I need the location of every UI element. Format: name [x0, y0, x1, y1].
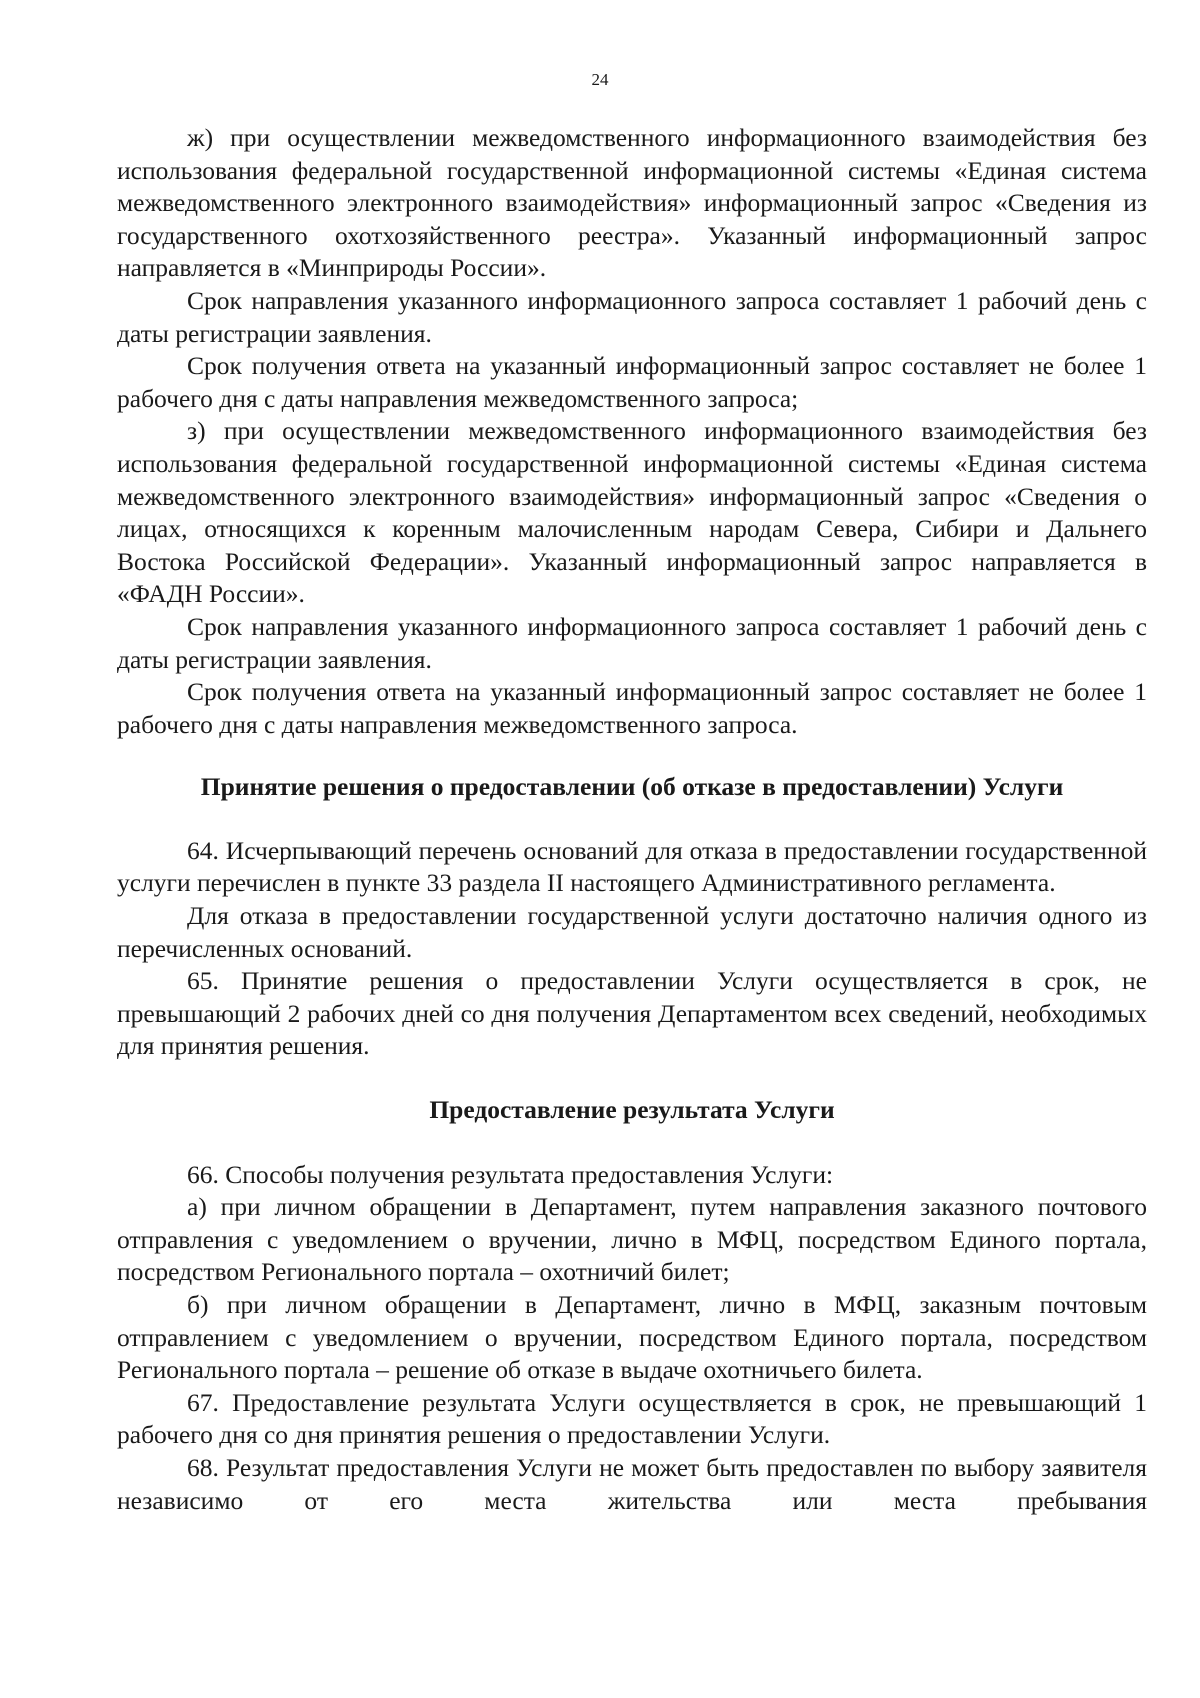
paragraph-response-term-2: Срок получения ответа на указанный информационный запрос составляет не более 1 рабочего дня с даты направления межведомственного запроса.	[117, 677, 1147, 739]
paragraph-request-send-term-2: Срок направления указанного информационного запроса составляет 1 рабочий день с даты регистрации заявления.	[117, 611, 1147, 674]
page-number: 24	[591, 70, 609, 89]
paragraph-request-send-term: Срок направления указанного информационного запроса составляет 1 рабочий день с даты регистрации заявления.	[117, 285, 1147, 348]
paragraph-66-b: б) при личном обращении в Департамент, лично в МФЦ, заказным почтовым отправлением с уведомлением о вручении, посредством Единого портала, посредством Регионального портала – решение об отказе в выдаче охотничьего билета.	[117, 1290, 1147, 1385]
paragraph-response-term: Срок получения ответа на указанный информационный запрос составляет не более 1 рабочего дня с даты направления межведомственного запроса;	[117, 351, 1147, 413]
section-heading-result: Предоставление результата Услуги	[429, 1095, 835, 1125]
paragraph-zh-interagency-request: ж) при осуществлении межведомственного информационного взаимодействия без использования федеральной государственной информационной системы «Единая система межведомственного электронного взаимодействия» информационный запрос «Сведения из государственного охотхозяйственного реестра». Указанный информационный запрос направляется в «Минприроды России».	[117, 123, 1147, 283]
document-body	[117, 122, 1147, 1517]
paragraph-66: 66. Способы получения результата предоставления Услуги:	[187, 1159, 834, 1189]
paragraph-refusal-grounds: Для отказа в предоставлении государственной услуги достаточно наличия одного из перечисленных оснований.	[117, 901, 1147, 963]
paragraph-68: 68. Результат предоставления Услуги не может быть предоставлен по выбору заявителя независимо от его места жительства или места пребывания	[117, 1452, 1147, 1515]
paragraph-64: 64. Исчерпывающий перечень оснований для отказа в предоставлении государственной услуги перечислен в пункте 33 раздела II настоящего Административного регламента.	[117, 835, 1147, 898]
paragraph-66-a: а) при личном обращении в Департамент, путем направления заказного почтового отправления с уведомлением о вручении, лично в МФЦ, посредством Единого портала, посредством Регионального портала – охотничий билет;	[117, 1192, 1147, 1287]
paragraph-65: 65. Принятие решения о предоставлении Услуги осуществляется в срок, не превышающий 2 рабочих дней со дня получения Департаментом всех сведений, необходимых для принятия решения.	[117, 966, 1147, 1061]
section-heading-decision: Принятие решения о предоставлении (об отказе в предоставлении) Услуги	[200, 772, 1064, 802]
paragraph-z-interagency-request: з) при осуществлении межведомственного информационного взаимодействия без использования федеральной государственной информационной системы «Единая система межведомственного электронного взаимодействия» информационный запрос «Сведения о лицах, относящихся к коренным малочисленным народам Севера, Сибири и Дальнего Востока Российской Федерации». Указанный информационный запрос направляется в «ФАДН России».	[117, 416, 1147, 609]
paragraph-67: 67. Предоставление результата Услуги осуществляется в срок, не превышающий 1 рабочего дня со дня принятия решения о предоставлении Услуги.	[117, 1387, 1147, 1450]
